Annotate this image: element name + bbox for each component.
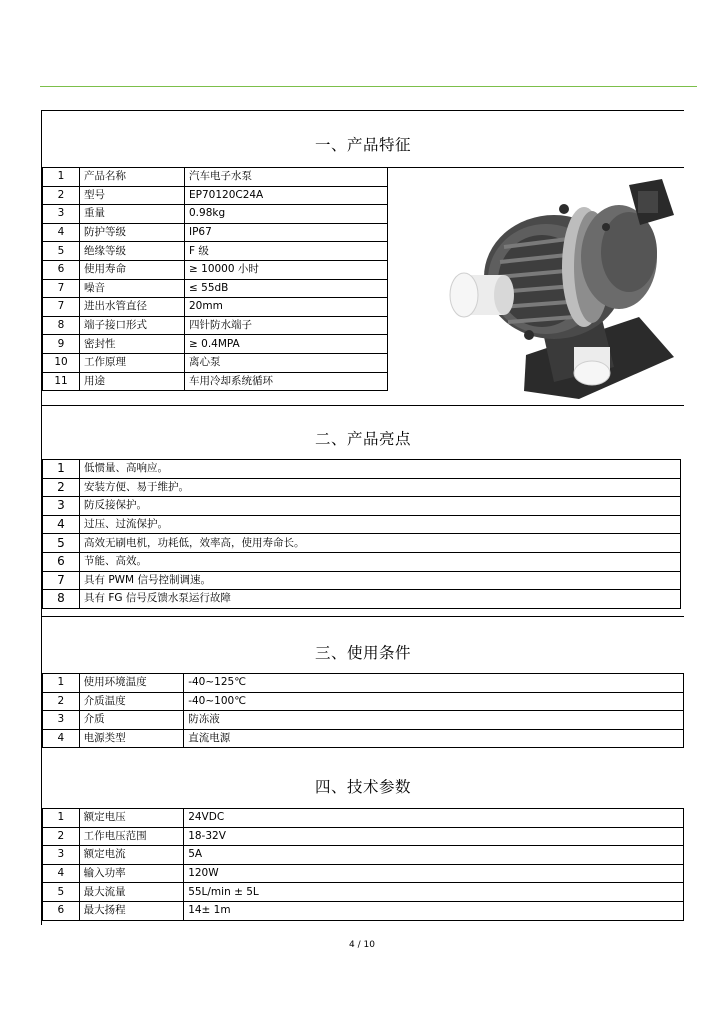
row-number: 2 [43, 692, 80, 711]
row-value: 四针防水端子 [185, 316, 388, 335]
row-number: 4 [43, 515, 80, 534]
row-label: 额定电流 [79, 846, 184, 865]
row-number: 7 [43, 279, 80, 298]
row-value: 直流电源 [184, 729, 684, 748]
feature-row [43, 353, 388, 372]
feature-row [43, 372, 388, 391]
row-label: 工作电压范围 [79, 827, 184, 846]
feature-row [43, 205, 388, 224]
row-label: 型号 [80, 186, 185, 205]
spec-row [43, 827, 684, 846]
spec-row [43, 809, 684, 828]
feature-row [43, 316, 388, 335]
row-number: 5 [43, 534, 80, 553]
highlight-row [43, 497, 681, 516]
feature-row [43, 186, 388, 205]
row-value: 0.98kg [185, 205, 388, 224]
row-number: 5 [43, 242, 80, 261]
row-number: 7 [43, 571, 80, 590]
spec-row [43, 864, 684, 883]
spec-row [43, 846, 684, 865]
row-label: 使用寿命 [80, 260, 185, 279]
row-value: 20mm [185, 298, 388, 317]
row-value: IP67 [185, 223, 388, 242]
row-value: 14± 1m [184, 901, 684, 920]
condition-row [43, 674, 684, 693]
feature-row [43, 242, 388, 261]
condition-row [43, 692, 684, 711]
features-table [42, 167, 388, 391]
highlight-row [43, 515, 681, 534]
divider [42, 405, 684, 406]
row-number: 1 [43, 460, 80, 479]
row-number: 1 [43, 674, 80, 693]
row-label: 介质温度 [79, 692, 184, 711]
row-value: 离心泵 [185, 353, 388, 372]
row-number: 6 [43, 260, 80, 279]
row-label: 工作原理 [80, 353, 185, 372]
section-title-specs: 四、技术参数 [314, 778, 411, 796]
row-number: 3 [43, 205, 80, 224]
row-value: F 级 [185, 242, 388, 261]
row-number: 2 [43, 827, 80, 846]
row-number: 7 [43, 298, 80, 317]
feature-row [43, 335, 388, 354]
row-number: 8 [43, 590, 80, 609]
row-value: 防冻液 [184, 711, 684, 730]
row-value: 5A [184, 846, 684, 865]
row-number: 1 [43, 168, 80, 187]
row-number: 6 [43, 552, 80, 571]
row-number: 4 [43, 223, 80, 242]
row-value: -40~125℃ [184, 674, 684, 693]
condition-row [43, 711, 684, 730]
highlight-text: 低惯量、高响应。 [80, 460, 681, 479]
page-number: 4 / 10 [349, 940, 375, 950]
row-value: 120W [184, 864, 684, 883]
row-label: 使用环境温度 [79, 674, 184, 693]
row-value: EP70120C24A [185, 186, 388, 205]
row-label: 绝缘等级 [80, 242, 185, 261]
feature-row [43, 223, 388, 242]
row-label: 产品名称 [80, 168, 185, 187]
spec-sheet [41, 110, 684, 925]
row-label: 最大扬程 [79, 901, 184, 920]
feature-row [43, 279, 388, 298]
highlight-row [43, 460, 681, 479]
highlight-row [43, 478, 681, 497]
row-label: 端子接口形式 [80, 316, 185, 335]
row-number: 4 [43, 864, 80, 883]
condition-row [43, 729, 684, 748]
row-number: 11 [43, 372, 80, 391]
row-number: 10 [43, 353, 80, 372]
row-number: 3 [43, 497, 80, 516]
row-value: 24VDC [184, 809, 684, 828]
highlight-text: 防反接保护。 [80, 497, 681, 516]
highlight-row [43, 571, 681, 590]
row-value: ≤ 55dB [185, 279, 388, 298]
row-number: 4 [43, 729, 80, 748]
spec-row [43, 901, 684, 920]
highlight-text: 安装方便、易于维护。 [80, 478, 681, 497]
row-number: 9 [43, 335, 80, 354]
spec-row [43, 883, 684, 902]
row-value: -40~100℃ [184, 692, 684, 711]
row-label: 噪音 [80, 279, 185, 298]
highlights-table [42, 459, 681, 609]
feature-row [43, 298, 388, 317]
row-number: 6 [43, 901, 80, 920]
row-label: 输入功率 [79, 864, 184, 883]
water-pump-photo [434, 167, 684, 401]
row-number: 8 [43, 316, 80, 335]
highlight-text: 具有 PWM 信号控制调速。 [80, 571, 681, 590]
row-number: 2 [43, 478, 80, 497]
conditions-table [42, 673, 684, 748]
row-label: 额定电压 [79, 809, 184, 828]
row-number: 3 [43, 846, 80, 865]
highlight-row [43, 534, 681, 553]
highlight-text: 过压、过流保护。 [80, 515, 681, 534]
row-number: 2 [43, 186, 80, 205]
highlight-text: 高效无刷电机，功耗低，效率高，使用寿命长。 [80, 534, 681, 553]
highlight-text: 具有 FG 信号反馈水泵运行故障 [80, 590, 681, 609]
row-number: 3 [43, 711, 80, 730]
feature-row [43, 260, 388, 279]
row-value: ≥ 10000 小时 [185, 260, 388, 279]
row-value: ≥ 0.4MPA [185, 335, 388, 354]
row-label: 电源类型 [79, 729, 184, 748]
row-number: 5 [43, 883, 80, 902]
row-value: 55L/min ± 5L [184, 883, 684, 902]
row-label: 介质 [79, 711, 184, 730]
feature-row [43, 168, 388, 187]
divider [42, 616, 684, 617]
section-title-highlights: 二、产品亮点 [314, 430, 411, 448]
section-title-features: 一、产品特征 [314, 136, 411, 154]
highlight-row [43, 590, 681, 609]
row-value: 18-32V [184, 827, 684, 846]
row-value: 汽车电子水泵 [185, 168, 388, 187]
row-label: 密封性 [80, 335, 185, 354]
row-label: 进出水管直径 [80, 298, 185, 317]
specs-table [42, 808, 684, 921]
header-rule [40, 86, 697, 87]
row-label: 最大流量 [79, 883, 184, 902]
section-title-conditions: 三、使用条件 [314, 644, 411, 662]
row-label: 防护等级 [80, 223, 185, 242]
row-label: 用途 [80, 372, 185, 391]
highlight-text: 节能、高效。 [80, 552, 681, 571]
row-number: 1 [43, 809, 80, 828]
row-value: 车用冷却系统循环 [185, 372, 388, 391]
highlight-row [43, 552, 681, 571]
row-label: 重量 [80, 205, 185, 224]
